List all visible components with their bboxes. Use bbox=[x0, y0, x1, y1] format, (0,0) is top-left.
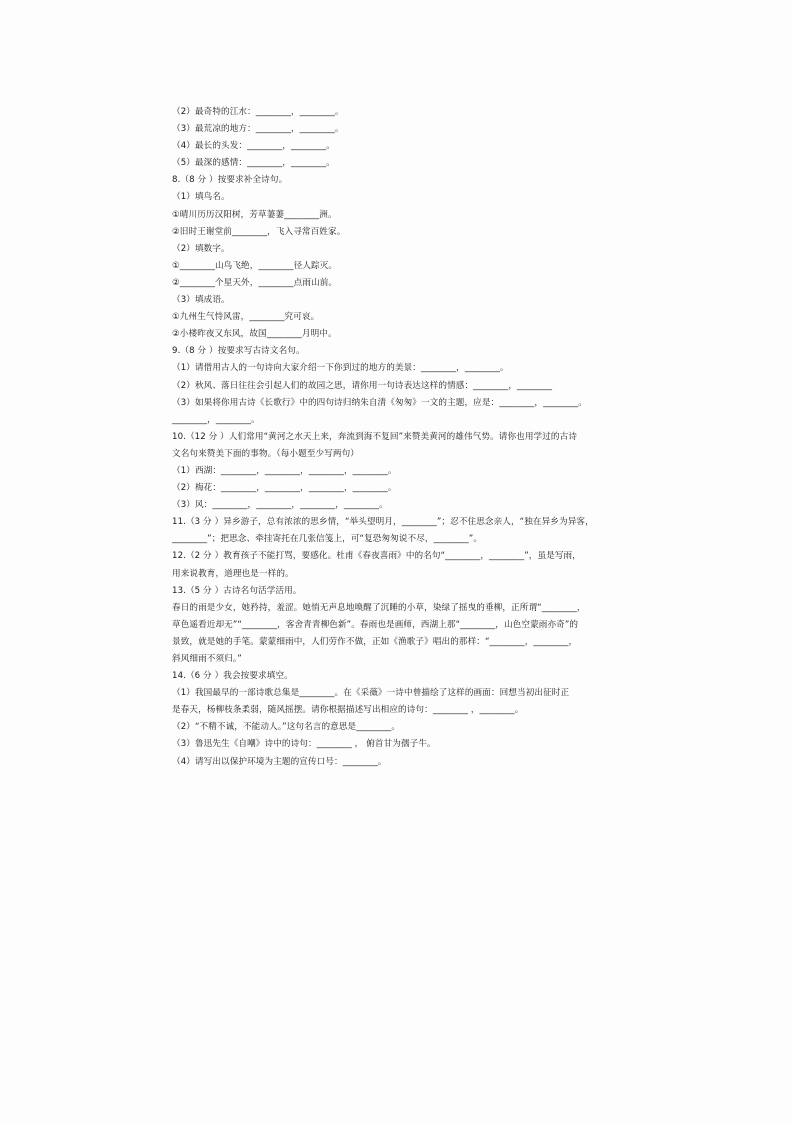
q8-sub-2: （2）填数字。 bbox=[172, 243, 230, 254]
q14-item-1-cont: 是春天，杨柳枝条柔弱，随风摇摆。请你根据描述写出相应的诗句：________ ，________。 bbox=[172, 705, 524, 716]
q9-heading: 9.（8 分 ）按要求写古诗文名句。 bbox=[172, 346, 305, 357]
q8-sub-1: （1）填鸟名。 bbox=[172, 192, 230, 203]
q7-item-3: （3）最荒凉的地方：________，________。 bbox=[172, 124, 344, 135]
q10-item-2: （2）梅花：________，________，________，________。 bbox=[172, 483, 397, 494]
q14-item-1: （1）我国最早的一部诗歌总集是________。在《采薇》一诗中曾描绘了这样的画面：回想当初出征时正 bbox=[172, 688, 570, 699]
q8-sub-3-a: ①九州生气恃风雷，________究可哀。 bbox=[172, 312, 320, 323]
q13-heading: 13.（5 分 ）古诗名句活学活用。 bbox=[172, 585, 302, 596]
q11-text: 11.（3 分 ）异乡游子，总有浓浓的思乡情，“举头望明月，________”；忍不住思念亲人，“独在异乡为异客， bbox=[172, 517, 594, 528]
q14-item-3: （3）鲁迅先生《自嘲》诗中的诗句：________ ， 俯首甘为孺子牛。 bbox=[172, 739, 436, 750]
q13-passage-3: 景致，就是她的手笔。蒙蒙细雨中，人们劳作不做，正如《渔歌子》唱出的那样：“________，________， bbox=[172, 636, 578, 647]
q7-item-5: （5）最深的感情：________，________。 bbox=[172, 158, 335, 169]
q13-passage-4: 斜风细雨不须归。” bbox=[172, 654, 242, 664]
q7-item-2: （2）最奇特的江水：________，________。 bbox=[172, 107, 344, 117]
q10-heading-cont: 文名句来赞美下面的事物。（每小题至少写两句） bbox=[172, 448, 359, 459]
q14-item-4: （4）请写出以保护环境为主题的宣传口号：________。 bbox=[172, 756, 387, 767]
q14-item-2: （2）“不精不诚，不能动人。”这句名言的意思是________。 bbox=[172, 722, 401, 733]
q9-item-1: （1）请借用古人的一句诗向大家介绍一下你到过的地方的美景：________，________。 bbox=[172, 363, 509, 374]
q10-item-1: （1）西湖：________，________，________，________。 bbox=[172, 465, 397, 476]
q8-heading: 8.（8 分 ）按要求补全诗句。 bbox=[172, 175, 288, 186]
q13-passage-1: 春日的雨是少女，她矜持，羞涩。她悄无声息地唤醒了沉睡的小草，染绿了摇曳的垂柳，正所谓“________， bbox=[172, 602, 586, 613]
q12-text: 12.（2 分 ）教育孩子不能打骂，要感化。杜甫《春夜喜雨》中的名句“________，________”，虽是写雨， bbox=[172, 551, 581, 562]
q12-text-cont: 用来说教育，道理也是一样的。 bbox=[172, 568, 294, 579]
q9-item-3: （3）如果将你用古诗《长歌行》中的四句诗归纳朱自清《匆匆》一文的主题，应是：________，________。 bbox=[172, 397, 587, 408]
q8-sub-3-b: ②小楼昨夜又东风，故国________月明中。 bbox=[172, 329, 337, 340]
q7-item-4: （4）最长的头发：________，________。 bbox=[172, 141, 335, 152]
q8-sub-3: （3）填成语。 bbox=[172, 295, 230, 306]
q8-sub-2-a: ①________山鸟飞绝，________径人踪灭。 bbox=[172, 260, 338, 271]
q11-text-cont: ________”；把思念、牵挂寄托在几张信笺上，可“复恐匆匆说不尽，________”。 bbox=[172, 534, 483, 545]
q8-sub-1-b: ②旧时王谢堂前________，飞入寻常百姓家。 bbox=[172, 226, 346, 237]
q14-heading: 14.（6 分 ）我会按要求填空。 bbox=[172, 671, 293, 682]
q9-item-2: （2）秋风、落日往往会引起人们的故园之思，请你用一句诗表达这样的情感：________，________ bbox=[172, 380, 553, 391]
q8-sub-2-b: ②________个星天外，________点雨山前。 bbox=[172, 277, 338, 288]
q10-heading: 10.（12 分 ）人们常用“黄河之水天上来，奔流到海不复回”来赞美黄河的雄伟气势。请你也用学过的古诗 bbox=[172, 431, 578, 442]
exam-content bbox=[172, 104, 632, 771]
q8-sub-1-a: ①晴川历历汉阳树，芳草萋萋________洲。 bbox=[172, 209, 337, 220]
q10-item-3: （3）风：________，________，________，________。 bbox=[172, 500, 388, 511]
q13-passage-2: 草色遥看近却无”“________，客舍青青柳色新”。春雨也是画师，西湖上那“________，山色空蒙雨亦奇”的 bbox=[172, 619, 579, 630]
q9-item-3-cont: ________，________。 bbox=[172, 414, 260, 425]
